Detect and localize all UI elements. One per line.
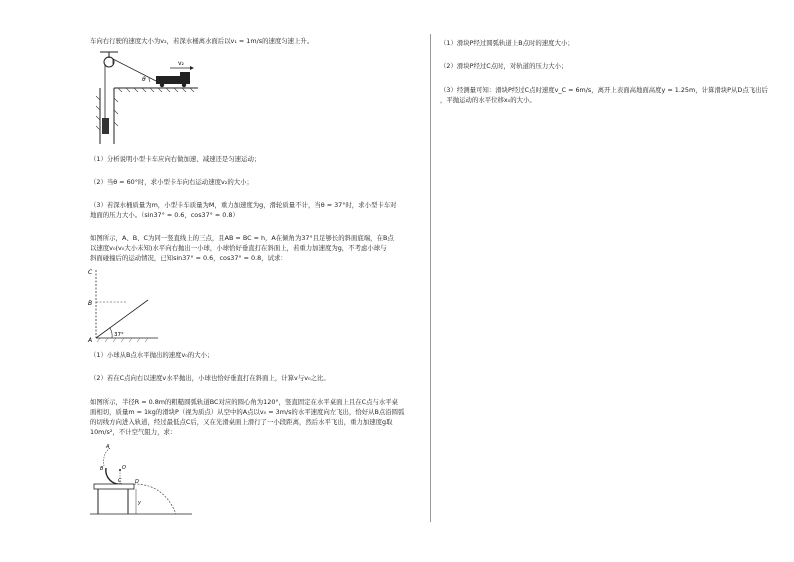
problem3-line1: 如图所示，半径R = 0.8m的粗糙圆弧轨道BC对应的圆心角为120°，竖直固定在水平桌面上且在C点与水平桌 — [90, 398, 399, 406]
problem3-line2: 面相切，质量m = 1kg的滑块P（视为质点）从空中的A点以v₀ = 3m/s的水平速度向左飞出，恰好从B点沿圆弧 — [90, 408, 405, 416]
pulley-wheel — [104, 57, 114, 67]
column-divider — [430, 34, 431, 522]
right-q3-line1: （3）经测量可知：滑块P经过C点时速度v_C = 6m/s，离开上表面高地面高度y = 1.25m，计算滑块P从D点飞出后 — [440, 86, 768, 94]
point-a-label-fig3: A — [106, 444, 110, 450]
point-b-label: B — [88, 300, 93, 307]
v2-label: v₂ — [178, 60, 184, 67]
problem2-line2: 以速度v₀(v₀大小未知)水平向右抛出一小球，小球恰好垂直打在斜面上，若重力加速度为g，不考虑小球与 — [90, 244, 387, 252]
q2-text: （2）当θ = 60°时，求小型卡车向右运动速度v₂的大小； — [90, 178, 253, 186]
bucket — [102, 118, 109, 134]
left-column — [90, 36, 422, 46]
intro-text: 车向右行驶的速度大小为v₂，若深水桶离水面后以v₁ = 1m/s的速度匀速上升。 — [90, 37, 314, 45]
point-d-label: D — [135, 479, 139, 485]
right-q1-text: （1）滑块P经过圆弧轨道上B点时的速度大小； — [440, 39, 574, 47]
problem2-line1: 如图所示，A、B、C为同一竖直线上的三点，且AB = BC = h，A在倾角为37°且足够长的斜面底端，在B点 — [90, 234, 394, 242]
problem3-line4: 10m/s²，不计空气阻力，求： — [90, 428, 177, 436]
q1-text: （1）分析说明小型卡车应向右做加速、减速还是匀速运动； — [90, 155, 261, 163]
problem2-line3: 斜面碰撞后的运动情况，已知sin37° = 0.6，cos37° = 0.8，试求： — [90, 254, 287, 262]
p2-q1-text: （1）小球从B点水平抛出的速度v₀的大小； — [90, 351, 214, 359]
incline-figure — [86, 266, 166, 344]
p2-q2-text: （2）若在C点向右以速度v水平抛出，小球也恰好垂直打在斜面上，计算v与v₀之比。 — [90, 374, 330, 382]
arc-track-figure — [88, 440, 198, 520]
point-c-label-fig3: C — [118, 478, 122, 484]
point-a-label: A — [88, 337, 93, 344]
right-q2-text: （2）滑块P经过C点时，对轨道的压力大小； — [440, 62, 568, 70]
truck-pulley-figure — [94, 48, 204, 146]
q3-text-line2: 地面的压力大小。（sin37° = 0.6，cos37° = 0.8） — [90, 211, 239, 219]
right-q3-line2: ，平抛运动的水平位移x₀的大小。 — [440, 96, 536, 104]
height-y-label: y — [138, 500, 141, 506]
point-b-label-fig3: B — [100, 466, 104, 472]
angle-37-label: 37° — [114, 332, 124, 338]
problem3-line3: 的切线方向进入轨道，经过最低点C后，又在光滑桌面上滑行了一小段距离，然后水平飞出，重力加速度g取 — [90, 418, 393, 426]
theta-label: θ — [142, 76, 146, 83]
point-c-label: C — [88, 269, 93, 276]
q3-text-line1: （3）若深水桶质量为m，小型卡车质量为M，重力加速度为g，滑轮质量不计，当θ = 37°时，求小型卡车对 — [90, 201, 397, 209]
point-o-label: O — [122, 465, 126, 471]
